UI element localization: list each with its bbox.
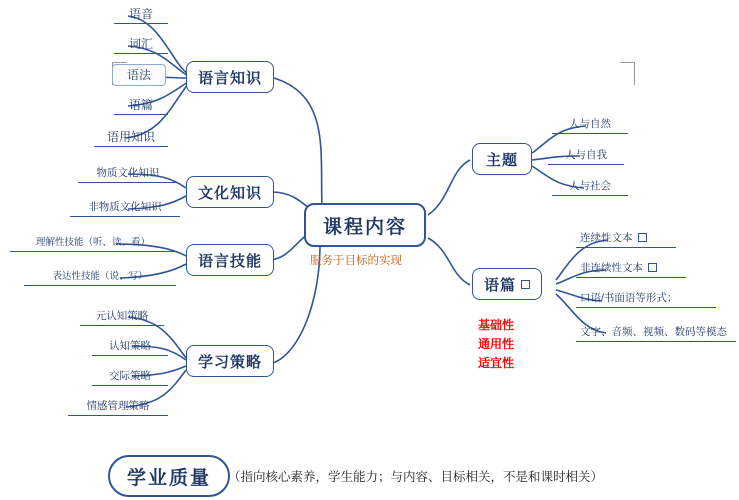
leaf-node-multimodal-forms[interactable] <box>576 322 736 342</box>
leaf-label: 非物质文化知识 <box>88 200 162 213</box>
leaf-node-pragmatic-knowledge[interactable] <box>94 127 168 147</box>
academic-quality-pill[interactable] <box>108 455 230 497</box>
leaf-label: 认知策略 <box>109 339 151 352</box>
leaf-node-intangible-culture[interactable] <box>70 197 180 217</box>
branch-label: 语言知识 <box>197 69 262 87</box>
branch-node-theme[interactable] <box>472 143 532 175</box>
red-note-appropriate: 适宜性 <box>478 356 515 370</box>
leaf-label: 人与自然 <box>569 117 611 130</box>
branch-node-text-discourse[interactable] <box>472 268 542 300</box>
red-note-general: 通用性 <box>478 337 515 351</box>
leaf-label: 理解性技能（听、读、看） <box>35 237 150 248</box>
leaf-label: 文字、音频、视频、数码等模态 <box>580 325 727 338</box>
leaf-label: 连续性文本 <box>580 231 633 244</box>
leaf-label: 人与自我 <box>565 148 607 161</box>
branch-label: 主题 <box>485 151 518 169</box>
branch-label: 语言技能 <box>197 252 262 270</box>
branch-node-language-skills[interactable] <box>186 244 274 276</box>
branch-label: 文化知识 <box>197 184 262 202</box>
leaf-label: 语用知识 <box>106 129 155 144</box>
red-note-foundational: 基础性 <box>478 318 515 332</box>
leaf-label: 人与社会 <box>569 179 611 192</box>
leaf-node-productive-skills[interactable] <box>24 266 176 286</box>
leaf-label: 表达性技能（说、写） <box>52 271 148 282</box>
branch-node-learning-strategies[interactable] <box>186 345 274 377</box>
leaf-node-metacognitive-strategy[interactable] <box>80 306 164 326</box>
square-marker-icon <box>638 233 647 242</box>
leaf-node-phonetics[interactable] <box>114 4 168 24</box>
leaf-label: 语篇 <box>128 97 153 112</box>
leaf-label: 情感管理策略 <box>86 399 150 412</box>
leaf-label: 交际策略 <box>109 369 151 382</box>
leaf-label: 语音 <box>128 6 153 21</box>
leaf-node-vocabulary[interactable] <box>114 34 168 54</box>
leaf-label: 元认知策略 <box>95 309 149 322</box>
branch-label: 语篇 <box>483 276 516 294</box>
leaf-label: 词汇 <box>128 36 153 51</box>
leaf-node-communication-strategy[interactable] <box>92 366 168 386</box>
leaf-node-noncontinuous-text[interactable] <box>576 258 686 278</box>
leaf-node-oral-written-forms[interactable] <box>576 288 716 308</box>
leaf-node-material-culture[interactable] <box>78 163 178 183</box>
center-node-label: 课程内容 <box>322 216 407 238</box>
leaf-node-receptive-skills[interactable] <box>10 232 176 252</box>
square-marker-icon <box>648 263 657 272</box>
leaf-node-human-self[interactable] <box>548 145 624 165</box>
branch-node-culture-knowledge[interactable] <box>186 176 274 208</box>
leaf-node-continuous-text[interactable] <box>576 228 676 248</box>
crop-mark-top-right <box>620 62 635 85</box>
leaf-node-grammar[interactable] <box>112 64 166 86</box>
leaf-label: 物质文化知识 <box>96 166 160 179</box>
leaf-node-human-nature[interactable] <box>552 114 628 134</box>
square-marker-icon <box>521 280 530 289</box>
branch-label: 学习策略 <box>197 353 262 371</box>
leaf-node-discourse[interactable] <box>114 95 168 115</box>
leaf-label: 口语/书面语等形式； <box>580 291 678 304</box>
leaf-node-affective-strategy[interactable] <box>68 396 168 416</box>
academic-quality-label: 学业质量 <box>126 467 211 489</box>
leaf-node-cognitive-strategy[interactable] <box>92 336 168 356</box>
leaf-label: 非连续性文本 <box>580 261 643 274</box>
academic-quality-note: （指向核心素养，学生能力；与内容、目标相关，不是和课时相关） <box>228 470 604 484</box>
center-node[interactable] <box>304 203 426 247</box>
leaf-label: 语法 <box>126 68 151 82</box>
leaf-node-human-society[interactable] <box>552 176 628 196</box>
branch-node-language-knowledge[interactable] <box>186 61 274 93</box>
center-subtitle: 服务于目标的实现 <box>310 255 402 267</box>
